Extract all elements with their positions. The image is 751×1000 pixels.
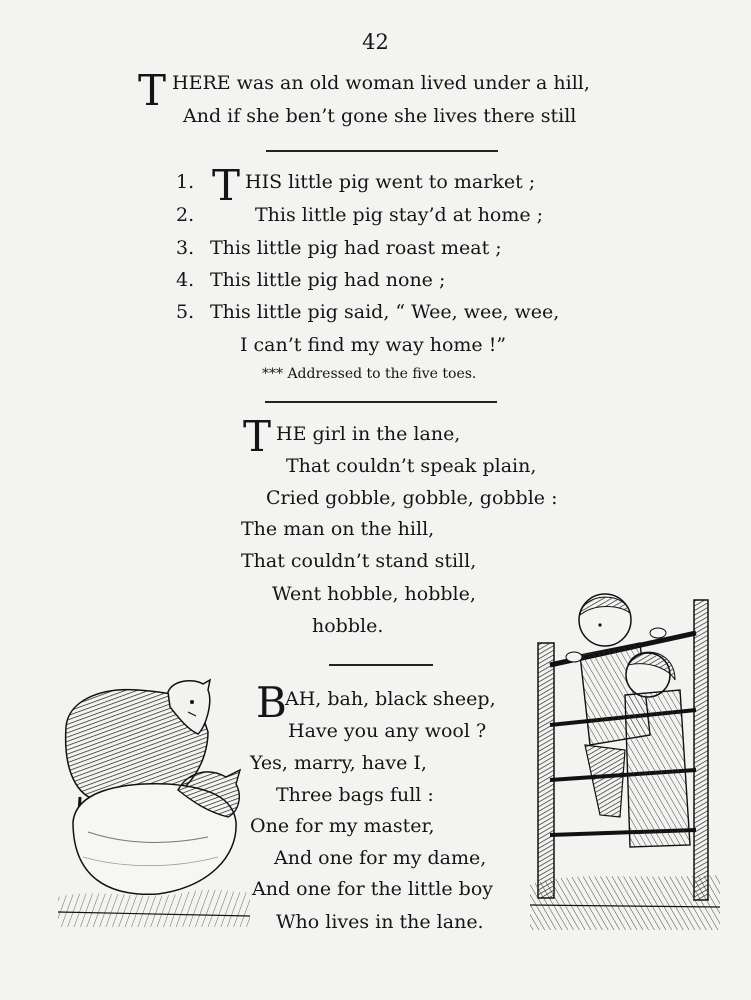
rhyme2-line6: I can’t find my way home !” [240, 334, 507, 356]
rhyme2-line5: This little pig said, “ Wee, wee, wee, [210, 301, 560, 323]
rhyme4-line5: One for my master, [250, 815, 435, 837]
rhyme3-line6: Went hobble, hobble, [272, 583, 476, 605]
rhyme1-line2: And if she ben’t gone she lives there still [183, 105, 577, 127]
rhyme2-line2: This little pig stay’d at home ; [255, 204, 544, 226]
rhyme2-note: *** Addressed to the five toes. [262, 366, 477, 382]
rhyme4-line2: Have you any wool ? [288, 720, 487, 742]
rhyme2-line1: HIS little pig went to market ; [245, 171, 536, 193]
divider-2 [265, 401, 497, 403]
children-gate-illustration [530, 585, 720, 930]
rhyme1-line1: HERE was an old woman lived under a hill, [172, 72, 590, 94]
rhyme2-dropcap: T [212, 161, 241, 210]
rhyme3-line2: That couldn’t speak plain, [286, 455, 537, 477]
divider-3 [329, 664, 433, 666]
rhyme4-line4: Three bags full : [276, 784, 434, 806]
rhyme3-dropcap: T [243, 412, 272, 461]
rhyme4-line1: AH, bah, black sheep, [285, 688, 496, 710]
rhyme3-line7: hobble. [312, 615, 384, 637]
rhyme2-number-2: 2. [176, 204, 195, 226]
rhyme3-line4: The man on the hill, [241, 518, 435, 540]
rhyme3-line3: Cried gobble, gobble, gobble : [266, 487, 558, 509]
sheep-illustration [58, 672, 250, 927]
rhyme2-line3: This little pig had roast meat ; [210, 237, 502, 259]
rhyme1-dropcap: T [138, 66, 167, 115]
rhyme4-line6: And one for my dame, [274, 847, 487, 869]
page-number: 42 [362, 30, 389, 54]
rhyme2-number-1: 1. [176, 171, 195, 193]
rhyme4-line8: Who lives in the lane. [276, 911, 484, 933]
rhyme2-line4: This little pig had none ; [210, 269, 446, 291]
rhyme2-number-5: 5. [176, 301, 195, 323]
rhyme4-line3: Yes, marry, have I, [250, 752, 427, 774]
rhyme4-dropcap: B [256, 678, 287, 727]
rhyme4-line7: And one for the little boy [252, 878, 493, 900]
rhyme2-number-4: 4. [176, 269, 195, 291]
rhyme2-number-3: 3. [176, 237, 195, 259]
divider-1 [266, 150, 498, 152]
rhyme3-line1: HE girl in the lane, [276, 423, 461, 445]
rhyme3-line5: That couldn’t stand still, [241, 550, 477, 572]
